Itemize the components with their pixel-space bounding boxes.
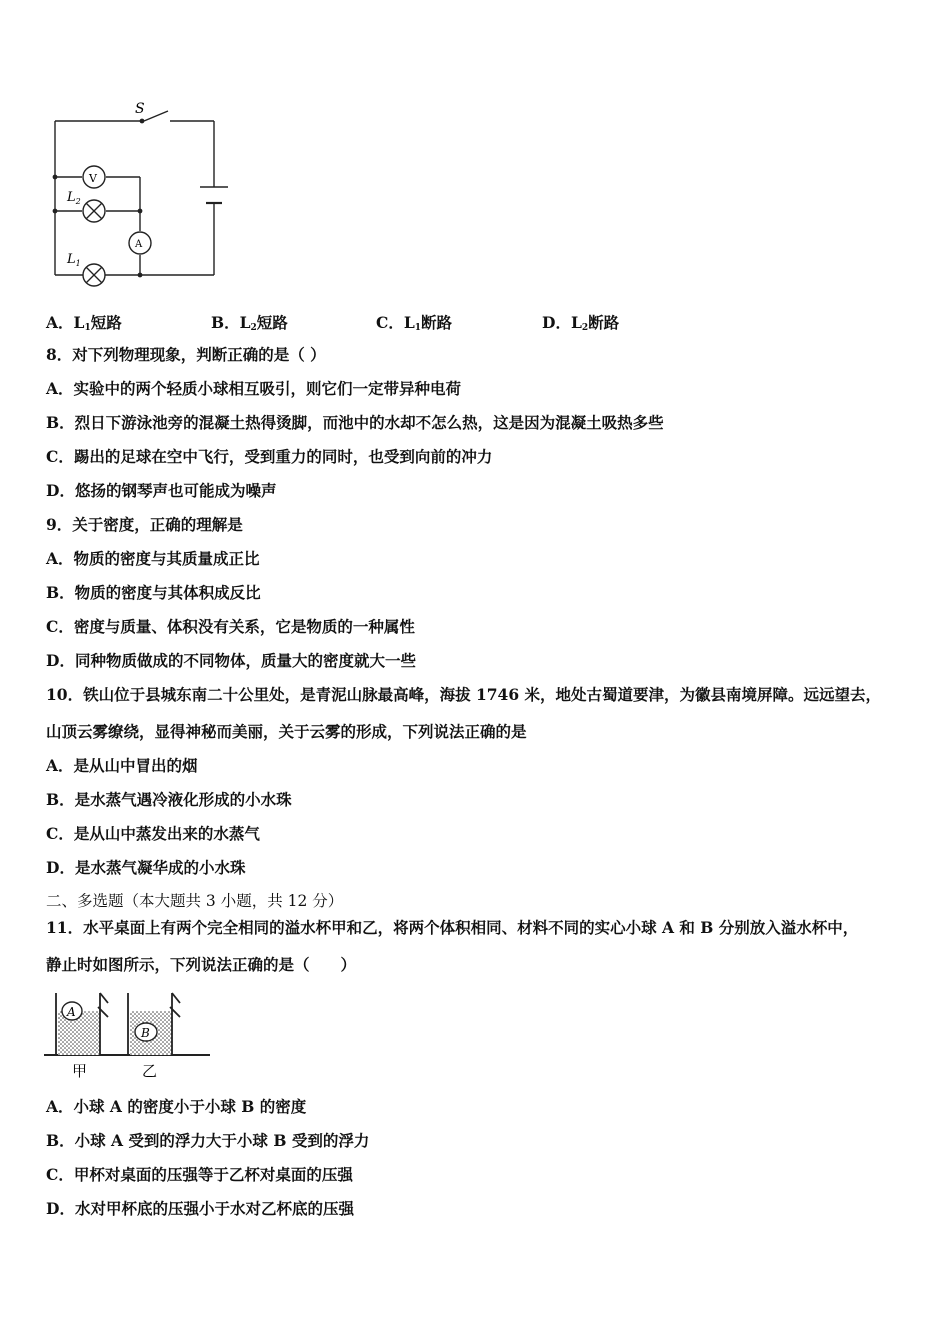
q10-option-c[interactable]: C．是从山中蒸发出来的水蒸气 xyxy=(46,824,260,843)
ball-b-label: B xyxy=(141,1026,150,1040)
q9-option-b[interactable]: B．物质的密度与其体积成反比 xyxy=(46,583,261,602)
switch-label: S xyxy=(135,101,145,117)
q10-stem-line1: 10．铁山位于县城东南二十公里处，是青泥山脉最高峰，海拔 1746 米，地处古蜀道要津，为徽县南境屏障。远远望去， xyxy=(46,685,882,704)
q8-option-d[interactable]: D．悠扬的钢琴声也可能成为噪声 xyxy=(46,481,277,500)
lamp-l2-label: L xyxy=(67,190,76,205)
overflow-cups-figure xyxy=(42,985,212,1080)
svg-text:L2 xyxy=(66,190,81,206)
q11-stem-line2: 静止时如图所示，下列说法正确的是（ ） xyxy=(46,955,357,974)
cup-left-label: 甲 xyxy=(72,1062,88,1080)
q9-option-c[interactable]: C．密度与质量、体积没有关系，它是物质的一种属性 xyxy=(46,617,415,636)
q10-option-b[interactable]: B．是水蒸气遇冷液化形成的小水珠 xyxy=(46,790,292,809)
q8-option-a[interactable]: A．实验中的两个轻质小球相互吸引，则它们一定带异种电荷 xyxy=(46,379,462,398)
q10-option-d[interactable]: D．是水蒸气凝华成的小水珠 xyxy=(46,858,246,877)
lamp-l1-label: L xyxy=(67,252,76,267)
lamp-l1-sub: 1 xyxy=(75,259,81,268)
q11-option-d[interactable]: D．水对甲杯底的压强小于水对乙杯底的压强 xyxy=(46,1199,354,1218)
q10-option-a[interactable]: A．是从山中冒出的烟 xyxy=(46,756,198,775)
section-heading: 二、多选题（本大题共 3 小题，共 12 分） xyxy=(46,892,344,910)
q9-stem: 9．关于密度，正确的理解是 xyxy=(46,515,243,534)
ammeter-label: A xyxy=(135,239,143,250)
q7-option-b[interactable]: B．$L_2$短路 xyxy=(211,313,288,333)
q7-option-d[interactable]: D．$L_2$断路 xyxy=(542,313,620,333)
q8-stem: 8．对下列物理现象，判断正确的是（ ） xyxy=(46,345,326,364)
cup-right-label: 乙 xyxy=(142,1062,158,1080)
q9-option-a[interactable]: A．物质的密度与其质量成正比 xyxy=(46,549,260,568)
q11-option-a[interactable]: A．小球 A 的密度小于小球 B 的密度 xyxy=(46,1097,307,1116)
q11-stem-line1: 11．水平桌面上有两个完全相同的溢水杯甲和乙，将两个体积相同、材料不同的实心小球 A 和 B 分别放入溢水杯中， xyxy=(46,918,859,937)
q8-option-c[interactable]: C．踢出的足球在空中飞行，受到重力的同时，也受到向前的冲力 xyxy=(46,447,493,466)
q11-option-c[interactable]: C．甲杯对桌面的压强等于乙杯对桌面的压强 xyxy=(46,1165,353,1184)
q8-option-b[interactable]: B．烈日下游泳池旁的混凝土热得烫脚，而池中的水却不怎么热，这是因为混凝土吸热多些 xyxy=(46,413,664,432)
q10-stem-line2: 山顶云雾缭绕，显得神秘而美丽，关于云雾的形成，下列说法正确的是 xyxy=(46,722,527,741)
lamp-l2-sub: 2 xyxy=(75,197,81,206)
q7-option-a[interactable]: A．$L_1$短路 xyxy=(46,313,122,333)
q9-option-d[interactable]: D．同种物质做成的不同物体，质量大的密度就大一些 xyxy=(46,651,416,670)
q7-options xyxy=(46,311,766,331)
ball-a-label: A xyxy=(67,1005,76,1019)
voltmeter-label: V xyxy=(89,172,97,185)
q7-option-c[interactable]: C．$L_1$断路 xyxy=(376,313,453,333)
q11-option-b[interactable]: B．小球 A 受到的浮力大于小球 B 受到的浮力 xyxy=(46,1131,370,1150)
svg-text:L1 xyxy=(66,252,81,268)
circuit-diagram xyxy=(40,95,240,295)
